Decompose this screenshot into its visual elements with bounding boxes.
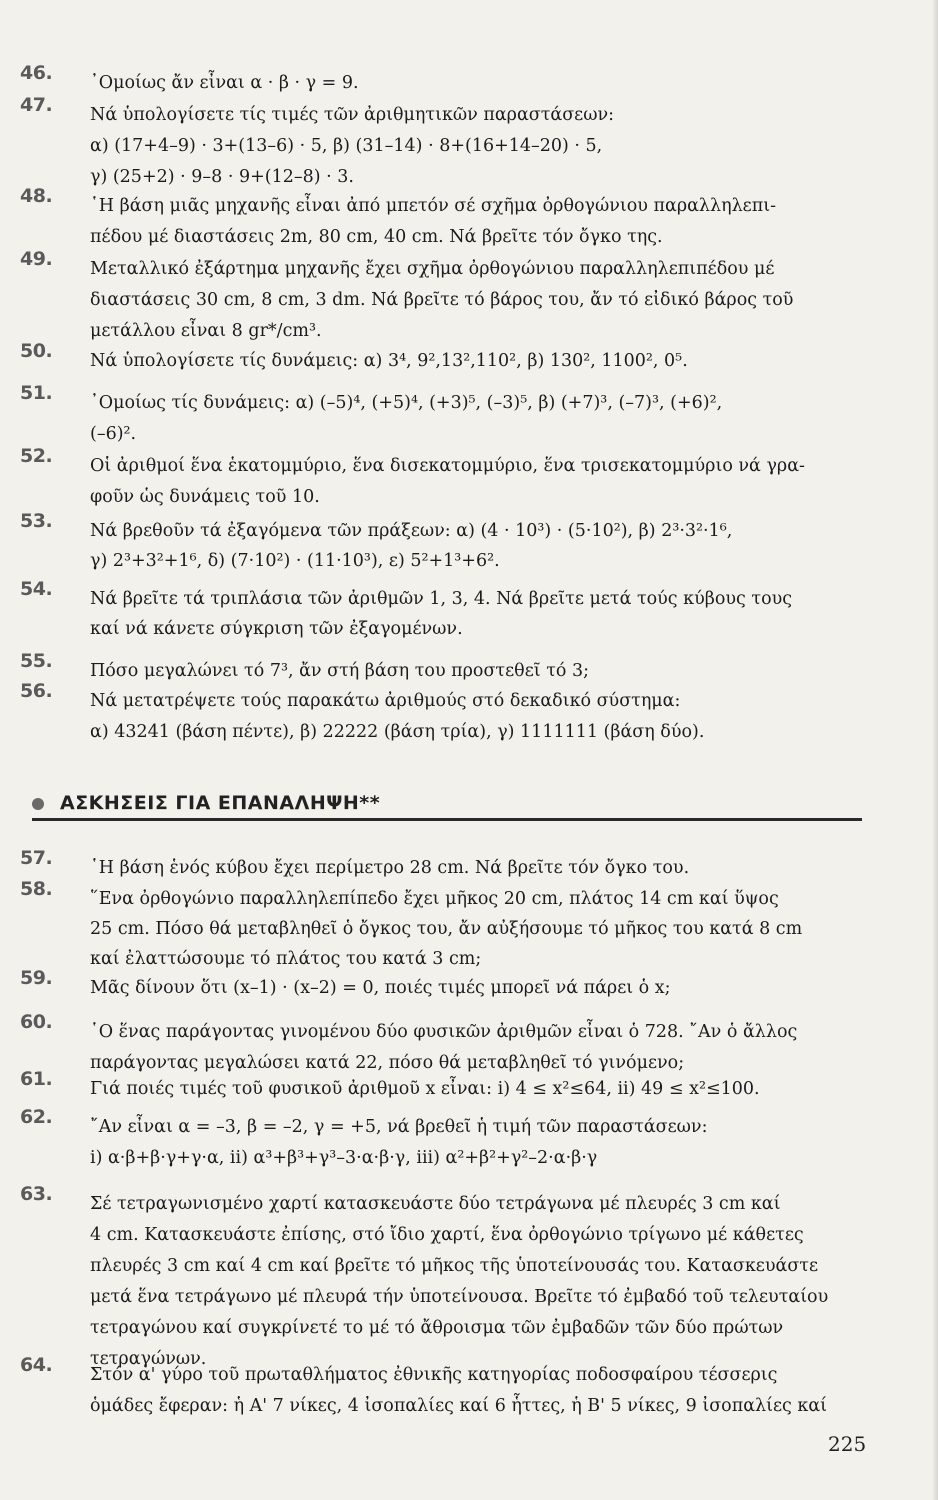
exercise-text-line: i) α·β+β·γ+γ·α, ii) α³+β³+γ³–3·α·β·γ, iii) α²+β²+γ²–2·α·β·γ	[90, 1148, 598, 1168]
exercise-number: 47.	[20, 94, 53, 116]
exercise-number: 53.	[20, 510, 53, 532]
exercise-text-line: ῾Η βάση μιᾶς μηχανῆς εἶναι ἀπό μπετόν σέ σχῆμα ὀρθογώνιου παραλληλεπι-	[90, 196, 777, 216]
exercise-text-line: ῎Αν εἶναι α = –3, β = –2, γ = +5, νά βρεθεῖ ἡ τιμή τῶν παραστάσεων:	[90, 1117, 708, 1137]
exercise-number: 64.	[20, 1354, 53, 1376]
exercise-text-line: Νά ὑπολογίσετε τίς τιμές τῶν ἀριθμητικῶν παραστάσεων:	[90, 105, 615, 125]
exercise-text-line: γ) (25+2) · 9–8 · 9+(12–8) · 3.	[90, 167, 354, 187]
exercise-text-line: Νά μετατρέψετε τούς παρακάτω ἀριθμούς στό δεκαδικό σύστημα:	[90, 691, 681, 711]
exercise-number: 50.	[20, 340, 53, 362]
exercise-text-line: μετάλλου εἶναι 8 gr*/cm³.	[90, 321, 322, 341]
exercise-text-line: πλευρές 3 cm καί 4 cm καί βρεῖτε τό μῆκος τῆς ὑποτείνουσάς του. Κατασκευάστε	[90, 1256, 819, 1276]
exercise-text-line: (–6)².	[90, 424, 137, 444]
exercise-text-line: Νά ὑπολογίσετε τίς δυνάμεις: α) 3⁴, 9²,13²,110², β) 130², 1100², 0⁵.	[90, 351, 688, 371]
bullet-icon	[32, 798, 44, 810]
page-number: 225	[828, 1432, 867, 1456]
exercise-text-line: Νά βρεθοῦν τά ἐξαγόμενα τῶν πράξεων: α) (4 · 10³) · (5·10²), β) 2³·3²·1⁶,	[90, 521, 733, 541]
exercise-text-line: καί ἐλαττώσουμε τό πλάτος του κατά 3 cm;	[90, 949, 482, 969]
exercise-number: 48.	[20, 185, 53, 207]
section-rule	[32, 818, 862, 821]
exercise-number: 57.	[20, 847, 53, 869]
exercise-text-line: Μᾶς δίνουν ὅτι (x–1) · (x–2) = 0, ποιές τιμές μπορεῖ νά πάρει ὁ x;	[90, 978, 671, 998]
exercise-number: 55.	[20, 650, 53, 672]
exercise-text-line: Σέ τετραγωνισμένο χαρτί κατασκευάστε δύο τετράγωνα μέ πλευρές 3 cm καί	[90, 1194, 781, 1214]
exercise-text-line: ῞Ενα ὀρθογώνιο παραλληλεπίπεδο ἔχει μῆκος 20 cm, πλάτος 14 cm καί ὕψος	[90, 889, 779, 909]
exercise-text-line: παράγοντας μεγαλώσει κατά 22, πόσο θά μεταβληθεῖ τό γινόμενο;	[90, 1053, 685, 1073]
exercise-text-line: Γιά ποιές τιμές τοῦ φυσικοῦ ἀριθμοῦ x εἶναι: i) 4 ≤ x²≤64, ii) 49 ≤ x²≤100.	[90, 1079, 760, 1099]
exercise-text-line: 4 cm. Κατασκευάστε ἐπίσης, στό ἴδιο χαρτί, ἕνα ὀρθογώνιο τρίγωνο μέ κάθετες	[90, 1225, 804, 1245]
exercise-text-line: ᾿Ομοίως τίς δυνάμεις: α) (–5)⁴, (+5)⁴, (+3)⁵, (–3)⁵, β) (+7)³, (–7)³, (+6)²,	[90, 393, 723, 413]
exercise-number: 61.	[20, 1068, 53, 1090]
exercise-text-line: Μεταλλικό ἐξάρτημα μηχανῆς ἔχει σχῆμα ὀρθογώνιου παραλληλεπιπέδου μέ	[90, 259, 775, 279]
exercise-text-line: καί νά κάνετε σύγκριση τῶν ἐξαγομένων.	[90, 619, 463, 639]
exercise-text-line: τετραγώνου καί συγκρίνετέ το μέ τό ἄθροισμα τῶν ἐμβαδῶν τῶν δύο πρώτων	[90, 1318, 784, 1338]
exercise-text-line: ῾Ο ἕνας παράγοντας γινομένου δύο φυσικῶν ἀριθμῶν εἶναι ὁ 728. ῎Αν ὁ ἄλλος	[90, 1022, 798, 1042]
exercise-text-line: πέδου μέ διαστάσεις 2m, 80 cm, 40 cm. Νά βρεῖτε τόν ὄγκο της.	[90, 227, 663, 247]
exercise-number: 52.	[20, 445, 53, 467]
exercise-text-line: τετραγώνων.	[90, 1349, 207, 1369]
exercise-number: 62.	[20, 1106, 53, 1128]
exercise-text-line: ῾Η βάση ἑνός κύβου ἔχει περίμετρο 28 cm. Νά βρεῖτε τόν ὄγκο του.	[90, 858, 690, 878]
exercise-text-line: μετά ἕνα τετράγωνο μέ πλευρά τήν ὑποτείνουσα. Βρεῖτε τό ἐμβαδό τοῦ τελευταίου	[90, 1287, 829, 1307]
exercise-text-line: γ) 2³+3²+1⁶, δ) (7·10²) · (11·10³), ε) 5²+1³+6².	[90, 551, 500, 571]
exercise-number: 58.	[20, 878, 53, 900]
exercise-number: 56.	[20, 680, 53, 702]
exercise-text-line: α) 43241 (βάση πέντε), β) 22222 (βάση τρία), γ) 1111111 (βάση δύο).	[90, 722, 705, 742]
section-header	[32, 788, 862, 820]
exercise-text-line: Νά βρεῖτε τά τριπλάσια τῶν ἀριθμῶν 1, 3, 4. Νά βρεῖτε μετά τούς κύβους τους	[90, 589, 793, 609]
exercise-text-line: 25 cm. Πόσο θά μεταβληθεῖ ὁ ὄγκος του, ἄν αὐξήσουμε τό μῆκος του κατά 8 cm	[90, 919, 803, 939]
exercise-number: 60.	[20, 1011, 53, 1033]
exercise-number: 51.	[20, 382, 53, 404]
exercise-text-line: διαστάσεις 30 cm, 8 cm, 3 dm. Νά βρεῖτε τό βάρος του, ἄν τό εἰδικό βάρος τοῦ	[90, 290, 794, 310]
exercise-number: 59.	[20, 967, 53, 989]
exercise-text-line: φοῦν ὡς δυνάμεις τοῦ 10.	[90, 487, 320, 507]
exercise-number: 49.	[20, 248, 53, 270]
page-edge-shadow	[932, 0, 938, 1500]
exercise-text-line: Πόσο μεγαλώνει τό 7³, ἄν στή βάση του προστεθεῖ τό 3;	[90, 661, 589, 681]
exercise-text-line: α) (17+4–9) · 3+(13–6) · 5, β) (31–14) · 8+(16+14–20) · 5,	[90, 136, 603, 156]
exercise-text-line: ὁμάδες ἔφεραν: ἡ Α' 7 νίκες, 4 ἰσοπαλίες καί 6 ἧττες, ἡ Β' 5 νίκες, 9 ἰσοπαλίες καί	[90, 1396, 828, 1416]
exercise-number: 63.	[20, 1183, 53, 1205]
exercise-text-line: ᾿Ομοίως ἄν εἶναι α · β · γ = 9.	[90, 73, 359, 93]
exercise-text-line: Στόν α' γύρο τοῦ πρωταθλήματος ἐθνικῆς κατηγορίας ποδοσφαίρου τέσσερις	[90, 1365, 778, 1385]
exercise-text-line: Οἱ ἀριθμοί ἕνα ἑκατομμύριο, ἕνα δισεκατομμύριο, ἕνα τρισεκατομμύριο νά γρα-	[90, 456, 805, 476]
section-title: ΑΣΚΗΣΕΙΣ ΓΙΑ ΕΠΑΝΑΛΗΨΗ**	[60, 792, 381, 814]
exercise-number: 54.	[20, 578, 53, 600]
exercise-number: 46.	[20, 62, 53, 84]
